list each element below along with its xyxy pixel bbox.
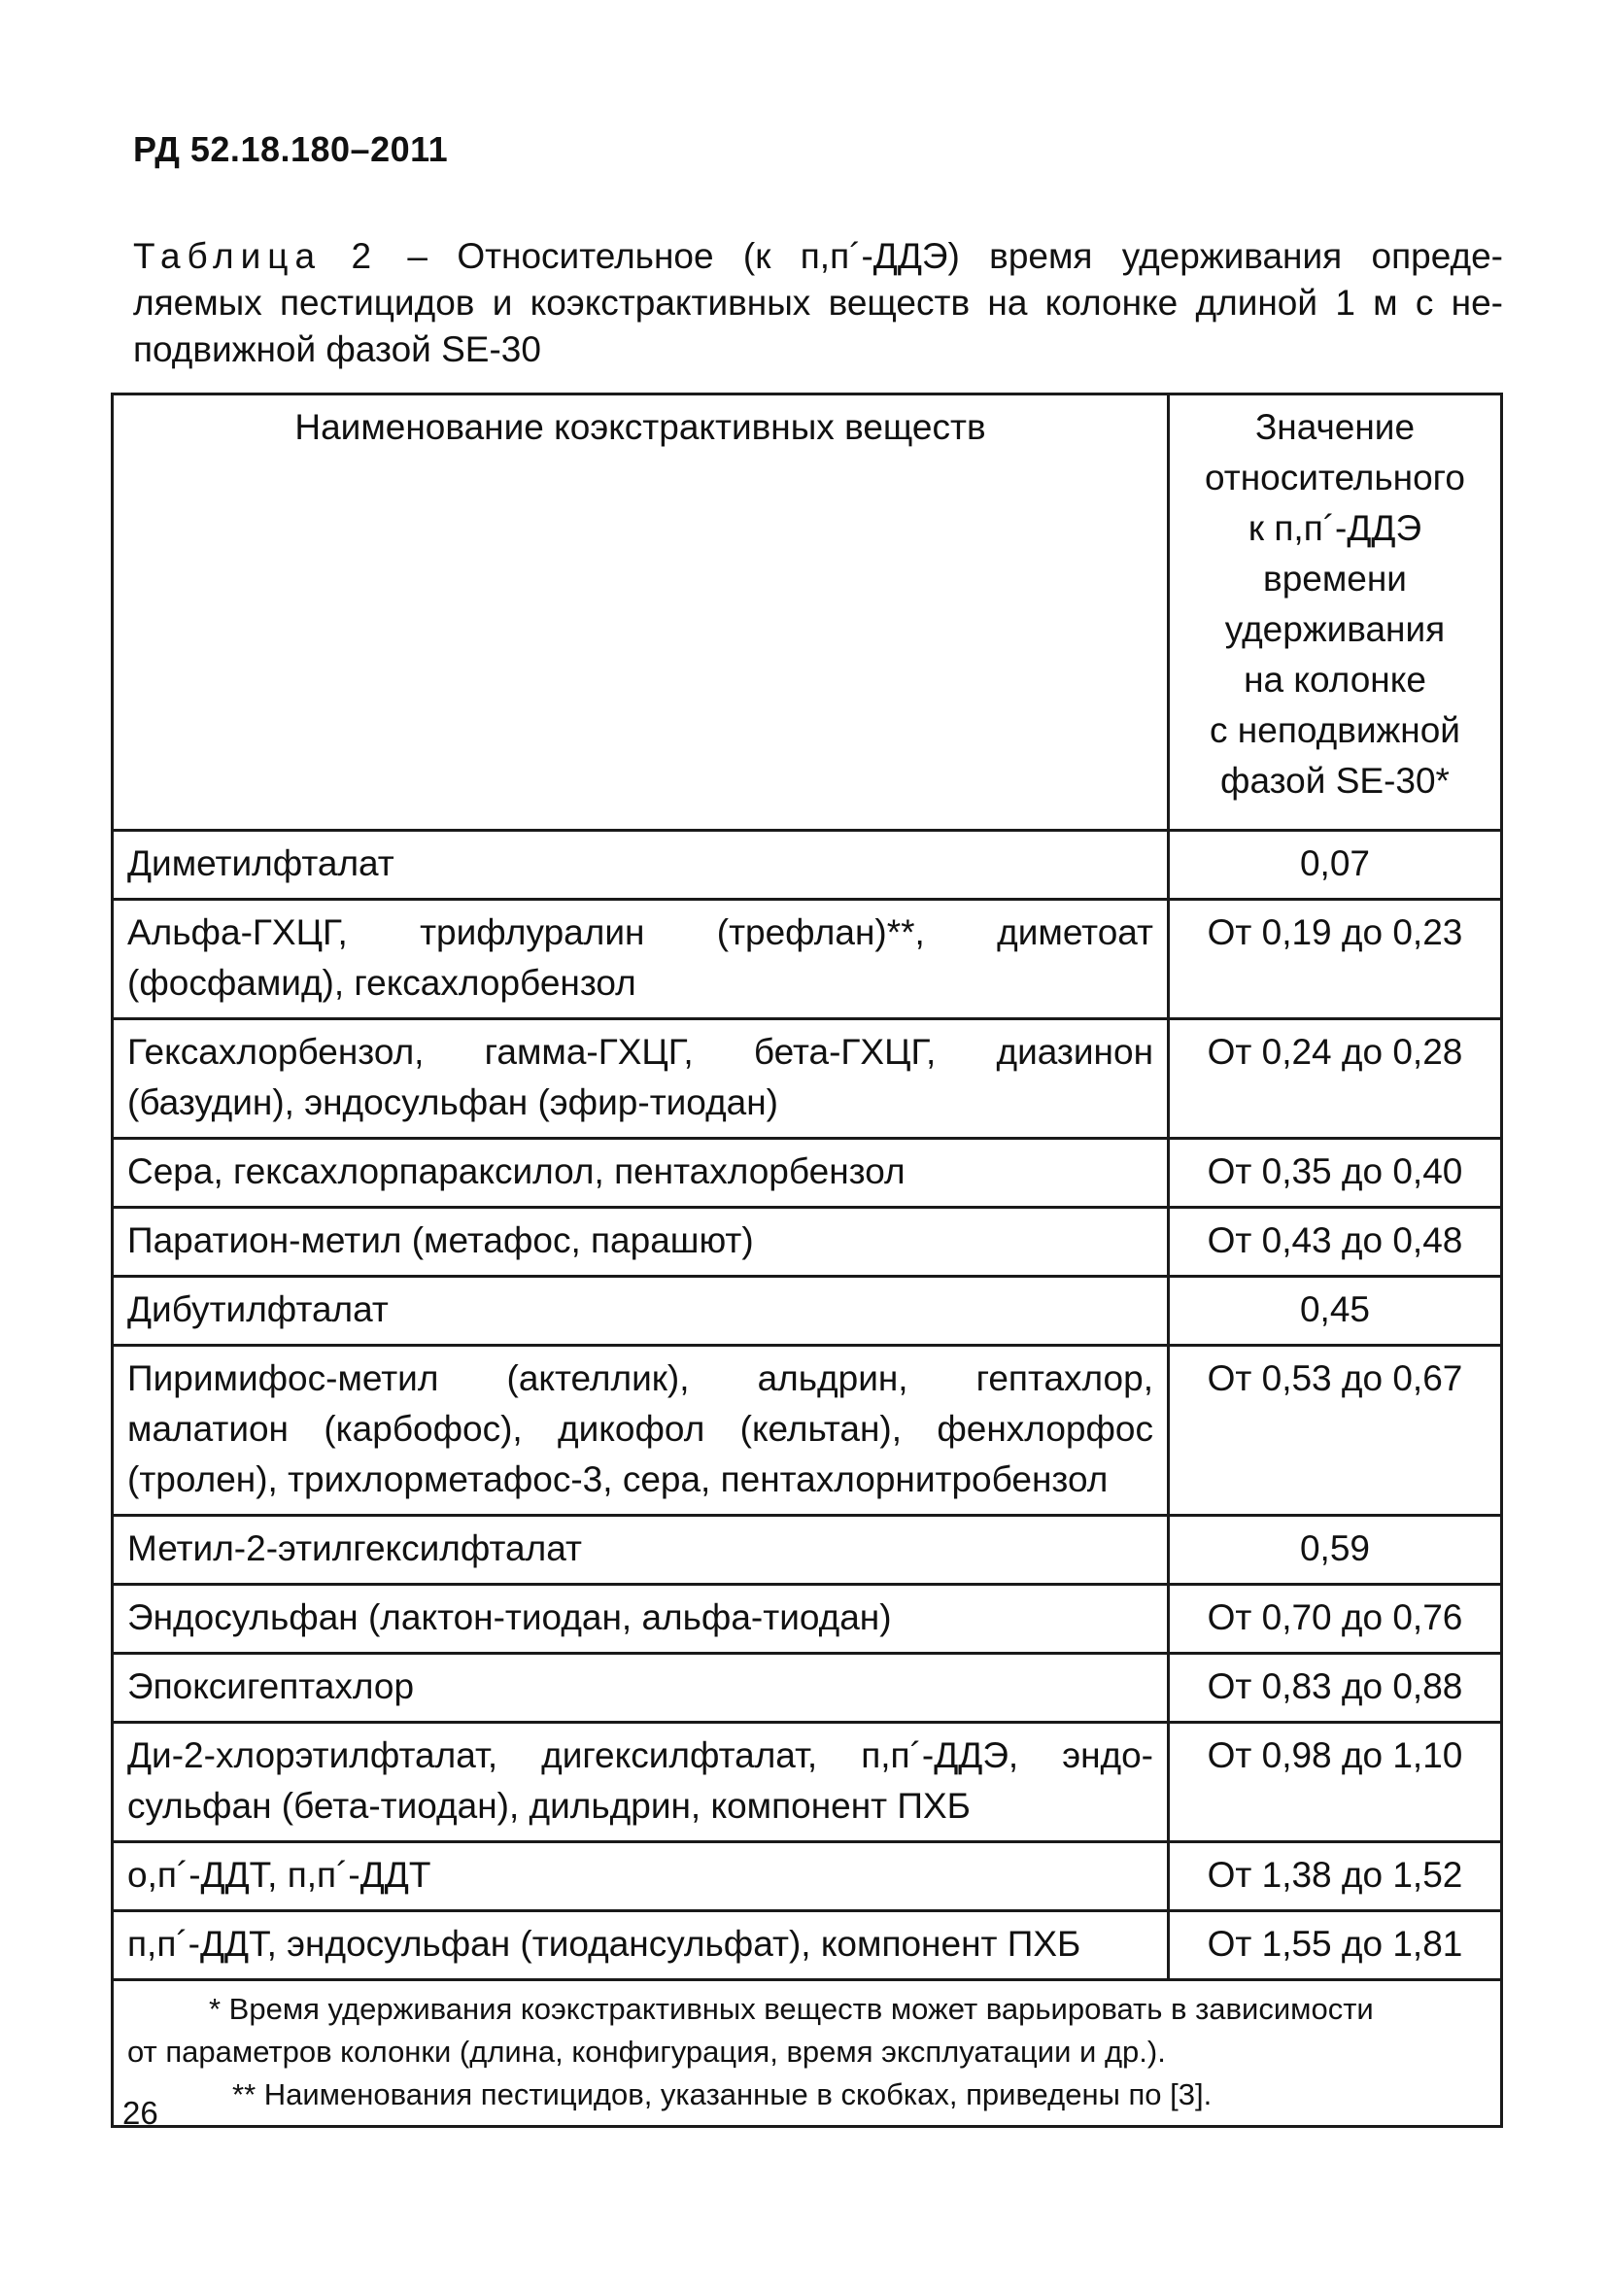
- row-substance-name: [113, 1516, 1169, 1585]
- row-name-line: Эпоксигептахлор: [127, 1666, 415, 1706]
- footnote-row: [113, 1980, 1502, 2127]
- footnote-1-line-1: * Время удерживания коэкстрактивных веществ может варьировать в зависимости: [209, 1992, 1374, 2026]
- row-name-line: Паратион-метил (метафос, парашют): [127, 1220, 754, 1260]
- row-name-line: малатион (карбофос), дикофол (кельтан), фенхлорфос: [127, 1409, 1153, 1449]
- table-row: [113, 1585, 1502, 1654]
- row-name-line: Эндосульфан (лактон-тиодан, альфа-тиодан): [127, 1597, 892, 1637]
- table-row: [113, 1019, 1502, 1139]
- footnote-1: [127, 1988, 1487, 2073]
- row-name-line: Метил-2-этилгексилфталат: [127, 1528, 582, 1568]
- row-name-line: о,п´-ДДТ, п,п´-ДДТ: [127, 1855, 431, 1895]
- caption-text-1: Относительное (к п,п´-ДДЭ) время удерживания опреде-: [457, 236, 1503, 276]
- row-substance-name: [113, 1346, 1169, 1516]
- table-row: [113, 900, 1502, 1019]
- row-retention-value: От 0,35 до 0,40: [1169, 1139, 1502, 1208]
- row-substance-name: [113, 1911, 1169, 1980]
- table-row: [113, 1346, 1502, 1516]
- table-row: [113, 1654, 1502, 1723]
- footnote-1-line-2: от параметров колонки (длина, конфигурация, время эксплуатации и др.).: [127, 2035, 1166, 2069]
- row-name-line: Ди-2-хлорэтилфталат, дигексилфталат, п,п´-ДДЭ, эндо-: [127, 1735, 1153, 1775]
- footnote-1-text: [127, 1988, 1487, 2073]
- caption-line-2: ляемых пестицидов и коэкстрактивных веществ на колонке длиной 1 м с не-: [133, 283, 1503, 323]
- table-row: [113, 1516, 1502, 1585]
- row-substance-name: [113, 1723, 1169, 1842]
- row-name-line: Альфа-ГХЦГ, трифлуралин (трефлан)**, диметоат: [127, 912, 1153, 952]
- row-retention-value: 0,07: [1169, 831, 1502, 900]
- column-header-name: Наименование коэкстрактивных веществ: [113, 394, 1169, 831]
- row-substance-name: [113, 1654, 1169, 1723]
- row-name-line: (тролен), трихлорметафос-3, сера, пентахлорнитробензол: [127, 1459, 1109, 1499]
- row-name-line: Диметилфталат: [127, 843, 394, 883]
- row-retention-value: 0,59: [1169, 1516, 1502, 1585]
- column-header-value-text: Значение относительного к п,п´-ДДЭ времени удерживания на колонке с неподвижной фазой SE-30*: [1205, 407, 1465, 801]
- row-retention-value: От 1,55 до 1,81: [1169, 1911, 1502, 1980]
- footnote-2: ** Наименования пестицидов, указанные в скобках, приведены по [3].: [232, 2077, 1213, 2111]
- table-body: [113, 831, 1502, 1980]
- row-retention-value: От 0,24 до 0,28: [1169, 1019, 1502, 1139]
- row-retention-value: От 0,53 до 0,67: [1169, 1346, 1502, 1516]
- row-retention-value: От 0,70 до 0,76: [1169, 1585, 1502, 1654]
- row-name-line: сульфан (бета-тиодан), дильдрин, компонент ПХБ: [127, 1786, 971, 1826]
- row-name-line: (фосфамид), гексахлорбензол: [127, 963, 636, 1003]
- row-substance-name: [113, 1019, 1169, 1139]
- row-name-line: Сера, гексахлорпараксилол, пентахлорбензол: [127, 1151, 906, 1191]
- caption-label: Таблица: [133, 236, 323, 276]
- table-row: [113, 1139, 1502, 1208]
- retention-time-table: [111, 393, 1503, 2128]
- caption-dash: –: [407, 236, 427, 276]
- row-retention-value: От 0,19 до 0,23: [1169, 900, 1502, 1019]
- row-retention-value: От 0,43 до 0,48: [1169, 1208, 1502, 1277]
- table-row: [113, 1208, 1502, 1277]
- caption-line-1: [133, 233, 1503, 280]
- row-name-line: Пиримифос-метил (актеллик), альдрин, гептахлор,: [127, 1358, 1153, 1398]
- caption-line-3: подвижной фазой SE-30: [133, 329, 541, 369]
- table-row: [113, 1277, 1502, 1346]
- row-substance-name: [113, 1208, 1169, 1277]
- row-retention-value: От 1,38 до 1,52: [1169, 1842, 1502, 1911]
- row-name-line: п,п´-ДДТ, эндосульфан (тиодансульфат), компонент ПХБ: [127, 1924, 1081, 1964]
- row-retention-value: От 0,98 до 1,10: [1169, 1723, 1502, 1842]
- table-row: [113, 831, 1502, 900]
- column-header-value: [1169, 394, 1502, 831]
- table-caption: [133, 233, 1503, 373]
- row-name-line: (базудин), эндосульфан (эфир-тиодан): [127, 1082, 778, 1122]
- document-code: РД 52.18.180–2011: [133, 129, 449, 169]
- row-name-line: Гексахлорбензол, гамма-ГХЦГ, бета-ГХЦГ, диазинон: [127, 1032, 1153, 1072]
- table-row: [113, 1842, 1502, 1911]
- page-number: 26: [122, 2095, 158, 2131]
- row-name-line: Дибутилфталат: [127, 1289, 389, 1329]
- table-header-row: [113, 394, 1502, 831]
- row-substance-name: [113, 1139, 1169, 1208]
- row-substance-name: [113, 900, 1169, 1019]
- row-retention-value: 0,45: [1169, 1277, 1502, 1346]
- row-substance-name: [113, 1585, 1169, 1654]
- row-substance-name: [113, 1277, 1169, 1346]
- footnotes-cell: [113, 1980, 1502, 2127]
- table-row: [113, 1723, 1502, 1842]
- row-substance-name: [113, 831, 1169, 900]
- row-substance-name: [113, 1842, 1169, 1911]
- table-row: [113, 1911, 1502, 1980]
- caption-number: 2: [351, 236, 379, 276]
- row-retention-value: От 0,83 до 0,88: [1169, 1654, 1502, 1723]
